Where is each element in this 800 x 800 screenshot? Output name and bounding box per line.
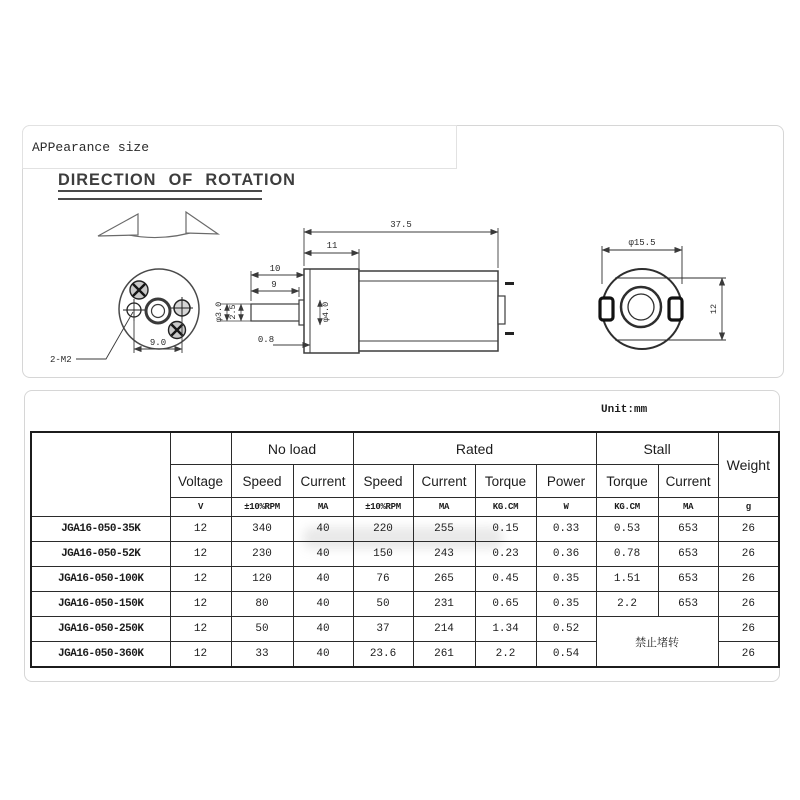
value-cell: 0.33 xyxy=(536,517,596,542)
value-cell: 12 xyxy=(170,542,231,567)
value-cell: 23.6 xyxy=(353,642,413,668)
motor-dimension-drawing xyxy=(23,126,783,377)
unit-power: W xyxy=(536,498,596,517)
value-cell: 0.35 xyxy=(536,592,596,617)
value-cell: 40 xyxy=(293,542,353,567)
header-torque: Torque xyxy=(596,465,658,498)
terminal-bottom xyxy=(505,332,514,335)
back-view xyxy=(600,238,726,349)
unit-current: MA xyxy=(413,498,475,517)
value-cell: 120 xyxy=(231,567,293,592)
table-row xyxy=(31,592,779,617)
value-cell: 40 xyxy=(293,517,353,542)
value-cell: 1.51 xyxy=(596,567,658,592)
unit-torque: KG.CM xyxy=(475,498,536,517)
model-cell: JGA16-050-150K xyxy=(31,592,170,617)
value-cell: 214 xyxy=(413,617,475,642)
unit-speed: ±10%RPM xyxy=(231,498,293,517)
value-cell: 0.65 xyxy=(475,592,536,617)
value-cell: 0.23 xyxy=(475,542,536,567)
group-no-load: No load xyxy=(231,432,353,465)
screw-bottom xyxy=(169,322,186,339)
unit-current: MA xyxy=(658,498,718,517)
drawing-panel xyxy=(22,125,784,378)
table-row xyxy=(31,542,779,567)
value-cell: 40 xyxy=(293,592,353,617)
spec-table-panel xyxy=(24,390,780,682)
shaft-flat-label: 2.5 xyxy=(228,304,238,320)
model-cell: JGA16-050-100K xyxy=(31,567,170,592)
gearbox-length-dim xyxy=(304,249,359,268)
terminal-tab-left xyxy=(600,298,613,320)
value-cell: 220 xyxy=(353,517,413,542)
value-cell: 26 xyxy=(718,567,779,592)
rotation-direction-arrows xyxy=(98,212,218,238)
value-cell: 0.36 xyxy=(536,542,596,567)
spec-table xyxy=(30,431,780,668)
value-cell: 653 xyxy=(658,567,718,592)
value-cell: 243 xyxy=(413,542,475,567)
value-cell: 40 xyxy=(293,567,353,592)
value-cell: 37 xyxy=(353,617,413,642)
collar-dia-label: φ4.0 xyxy=(321,301,331,323)
value-cell: 0.35 xyxy=(536,567,596,592)
model-cell: JGA16-050-52K xyxy=(31,542,170,567)
value-cell: 40 xyxy=(293,642,353,668)
header-speed: Speed xyxy=(231,465,293,498)
value-cell: 265 xyxy=(413,567,475,592)
value-cell: 0.45 xyxy=(475,567,536,592)
gearbox-length-label: 11 xyxy=(326,241,338,251)
terminal-tab-right xyxy=(669,298,682,320)
table-row xyxy=(31,567,779,592)
value-cell: 230 xyxy=(231,542,293,567)
body-dia-label: φ15.5 xyxy=(628,238,656,248)
model-header-cell xyxy=(31,432,170,517)
value-cell: 0.15 xyxy=(475,517,536,542)
header-speed: Speed xyxy=(353,465,413,498)
value-cell: 33 xyxy=(231,642,293,668)
mount-hole-right xyxy=(171,297,193,319)
unit-weight: g xyxy=(718,498,779,517)
header-current: Current xyxy=(658,465,718,498)
across-flats-label: 12 xyxy=(709,303,719,315)
shaft-dia-label: φ3.0 xyxy=(214,301,224,323)
value-cell: 340 xyxy=(231,517,293,542)
value-cell: 26 xyxy=(718,517,779,542)
unit-note: Unit:mm xyxy=(601,404,648,416)
group-stall: Stall xyxy=(596,432,718,465)
model-cell: JGA16-050-360K xyxy=(31,642,170,668)
mount-hole-left xyxy=(123,299,145,321)
front-hole-spacing-label: 9.0 xyxy=(149,338,167,348)
value-cell: 12 xyxy=(170,592,231,617)
unit-torque: KG.CM xyxy=(596,498,658,517)
value-cell: 12 xyxy=(170,642,231,668)
value-cell: 1.34 xyxy=(475,617,536,642)
value-cell: 76 xyxy=(353,567,413,592)
group-rated: Rated xyxy=(353,432,596,465)
value-cell: 653 xyxy=(658,592,718,617)
unit-voltage: V xyxy=(170,498,231,517)
header-current: Current xyxy=(293,465,353,498)
unit-current: MA xyxy=(293,498,353,517)
value-cell: 150 xyxy=(353,542,413,567)
table-row xyxy=(31,617,779,642)
value-cell: 12 xyxy=(170,617,231,642)
value-cell: 26 xyxy=(718,617,779,642)
header-torque: Torque xyxy=(475,465,536,498)
side-view xyxy=(214,220,514,353)
unit-speed: ±10%RPM xyxy=(353,498,413,517)
value-cell: 0.78 xyxy=(596,542,658,567)
value-cell: 0.52 xyxy=(536,617,596,642)
value-cell: 0.53 xyxy=(596,517,658,542)
value-cell: 12 xyxy=(170,517,231,542)
value-cell: 40 xyxy=(293,617,353,642)
model-cell: JGA16-050-35K xyxy=(31,517,170,542)
terminal-top xyxy=(505,282,514,285)
table-row xyxy=(31,517,779,542)
header-power: Power xyxy=(536,465,596,498)
shaft-step-label: 0.8 xyxy=(257,335,275,345)
stall-forbidden-cell: 禁止堵转 xyxy=(596,617,718,668)
value-cell: 12 xyxy=(170,567,231,592)
shaft-total-dim xyxy=(251,271,304,301)
front-view xyxy=(50,269,199,365)
value-cell: 653 xyxy=(658,542,718,567)
direction-of-rotation-title: DIRECTION OF ROTATION xyxy=(58,170,296,189)
value-cell: 26 xyxy=(718,592,779,617)
value-cell: 2.2 xyxy=(475,642,536,668)
empty-cell xyxy=(170,432,231,465)
header-current: Current xyxy=(413,465,475,498)
value-cell: 80 xyxy=(231,592,293,617)
model-cell: JGA16-050-250K xyxy=(31,617,170,642)
group-weight: Weight xyxy=(718,432,779,498)
shaft-length-label: 9 xyxy=(271,280,277,290)
appearance-size-label: APPearance size xyxy=(32,139,150,155)
group-header-row xyxy=(31,432,779,465)
value-cell: 2.2 xyxy=(596,592,658,617)
value-cell: 26 xyxy=(718,542,779,567)
value-cell: 231 xyxy=(413,592,475,617)
screw-top xyxy=(130,281,148,299)
value-cell: 26 xyxy=(718,642,779,668)
header-voltage: Voltage xyxy=(170,465,231,498)
shaft-total-label: 10 xyxy=(269,264,281,274)
front-hole-label: 2-M2 xyxy=(50,355,72,365)
value-cell: 255 xyxy=(413,517,475,542)
value-cell: 653 xyxy=(658,517,718,542)
value-cell: 50 xyxy=(231,617,293,642)
value-cell: 261 xyxy=(413,642,475,668)
total-length-label: 37.5 xyxy=(390,220,412,230)
value-cell: 50 xyxy=(353,592,413,617)
value-cell: 0.54 xyxy=(536,642,596,668)
